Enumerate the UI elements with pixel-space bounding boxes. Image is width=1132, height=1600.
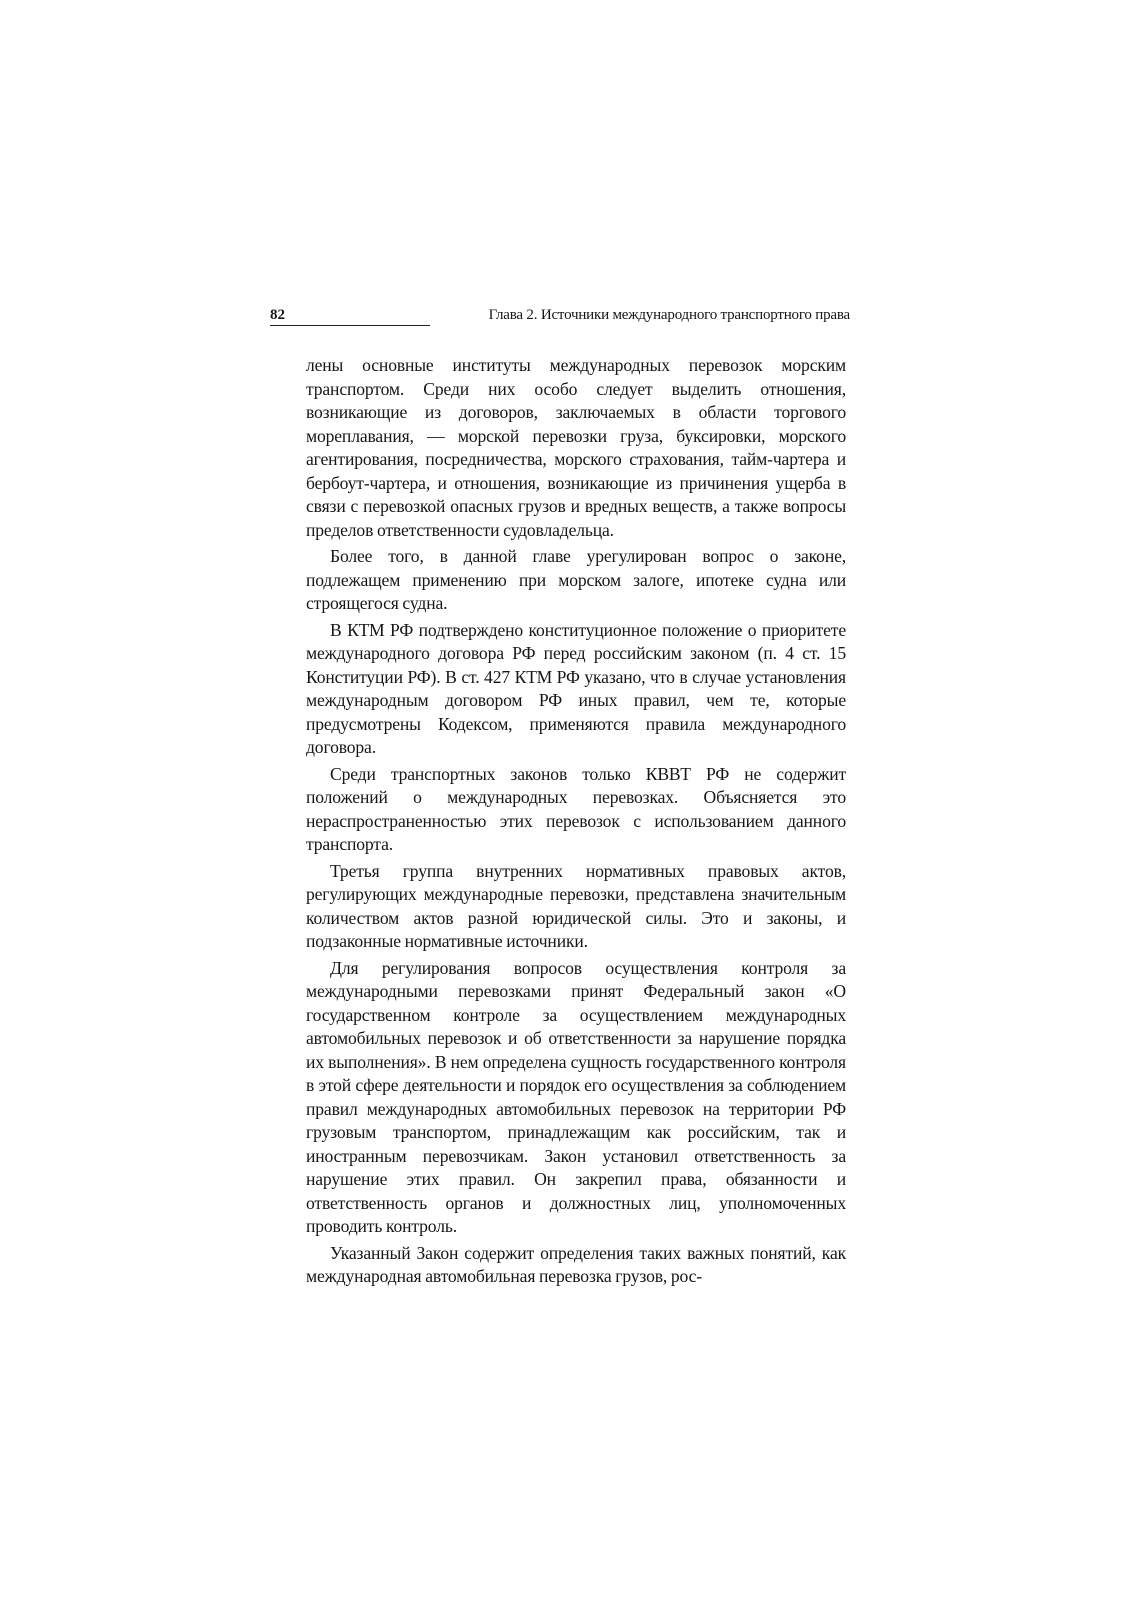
paragraph: В КТМ РФ подтверждено конституционное положение о приоритете международного договора РФ перед российским законом (п. 4 ст. 15 Конституции РФ). В ст. 427 КТМ РФ указано, что в случае установления международным договором РФ иных правил, чем те, которые предусмотрены Кодексом, применяются правила международного договора. xyxy=(306,619,846,757)
chapter-title: Глава 2. Источники международного транспортного права xyxy=(488,307,850,323)
page-number: 82 xyxy=(270,307,285,323)
body-text xyxy=(306,354,846,1289)
paragraph: Третья группа внутренних нормативных правовых актов, регулирующих международные перевозки, представлена значительным количеством актов разной юридической силы. Это и законы, и подзаконные нормативные источники. xyxy=(306,860,846,951)
paragraph: лены основные институты международных перевозок морским транспортом. Среди них особо следует выделить отношения, возникающие из договоров, заключаемых в области торгового мореплавания, — морской перевозки груза, буксировки, морского агентирования, посредничества, морского страхования, тайм-чартера и бербоут-чартера, и отношения, возникающие из причинения ущерба в связи с перевозкой опасных грузов и вредных веществ, а также вопросы пределов ответственности судовладельца. xyxy=(306,355,846,540)
paragraph: Более того, в данной главе урегулирован вопрос о законе, подлежащем применению при морском залоге, ипотеке судна или строящегося судна. xyxy=(306,546,846,613)
paragraph: Для регулирования вопросов осуществления контроля за международными перевозками принят Федеральный закон «О государственном контроле за осуществлением международных автомобильных перевозок и об ответственности за нарушение порядка их выполнения». В нем определена сущность государственного контроля в этой сфере деятельности и порядок его осуществления за соблюдением правил международных автомобильных перевозок на территории РФ грузовым транспортом, принадлежащим как российским, так и иностранным перевозчикам. Закон установил ответственность за нарушение этих правил. Он закрепил права, обязанности и ответственность органов и должностных лиц, уполномоченных проводить контроль. xyxy=(306,957,846,1236)
paragraph: Среди транспортных законов только КВВТ РФ не содержит положений о международных перевозках. Объясняется это нераспространенностью этих перевозок с использованием данного транспорта. xyxy=(306,763,846,854)
running-head xyxy=(270,304,850,326)
header-rule xyxy=(270,325,430,326)
paragraph: Указанный Закон содержит определения таких важных понятий, как международная автомобильная перевозка грузов, рос- xyxy=(306,1242,846,1286)
